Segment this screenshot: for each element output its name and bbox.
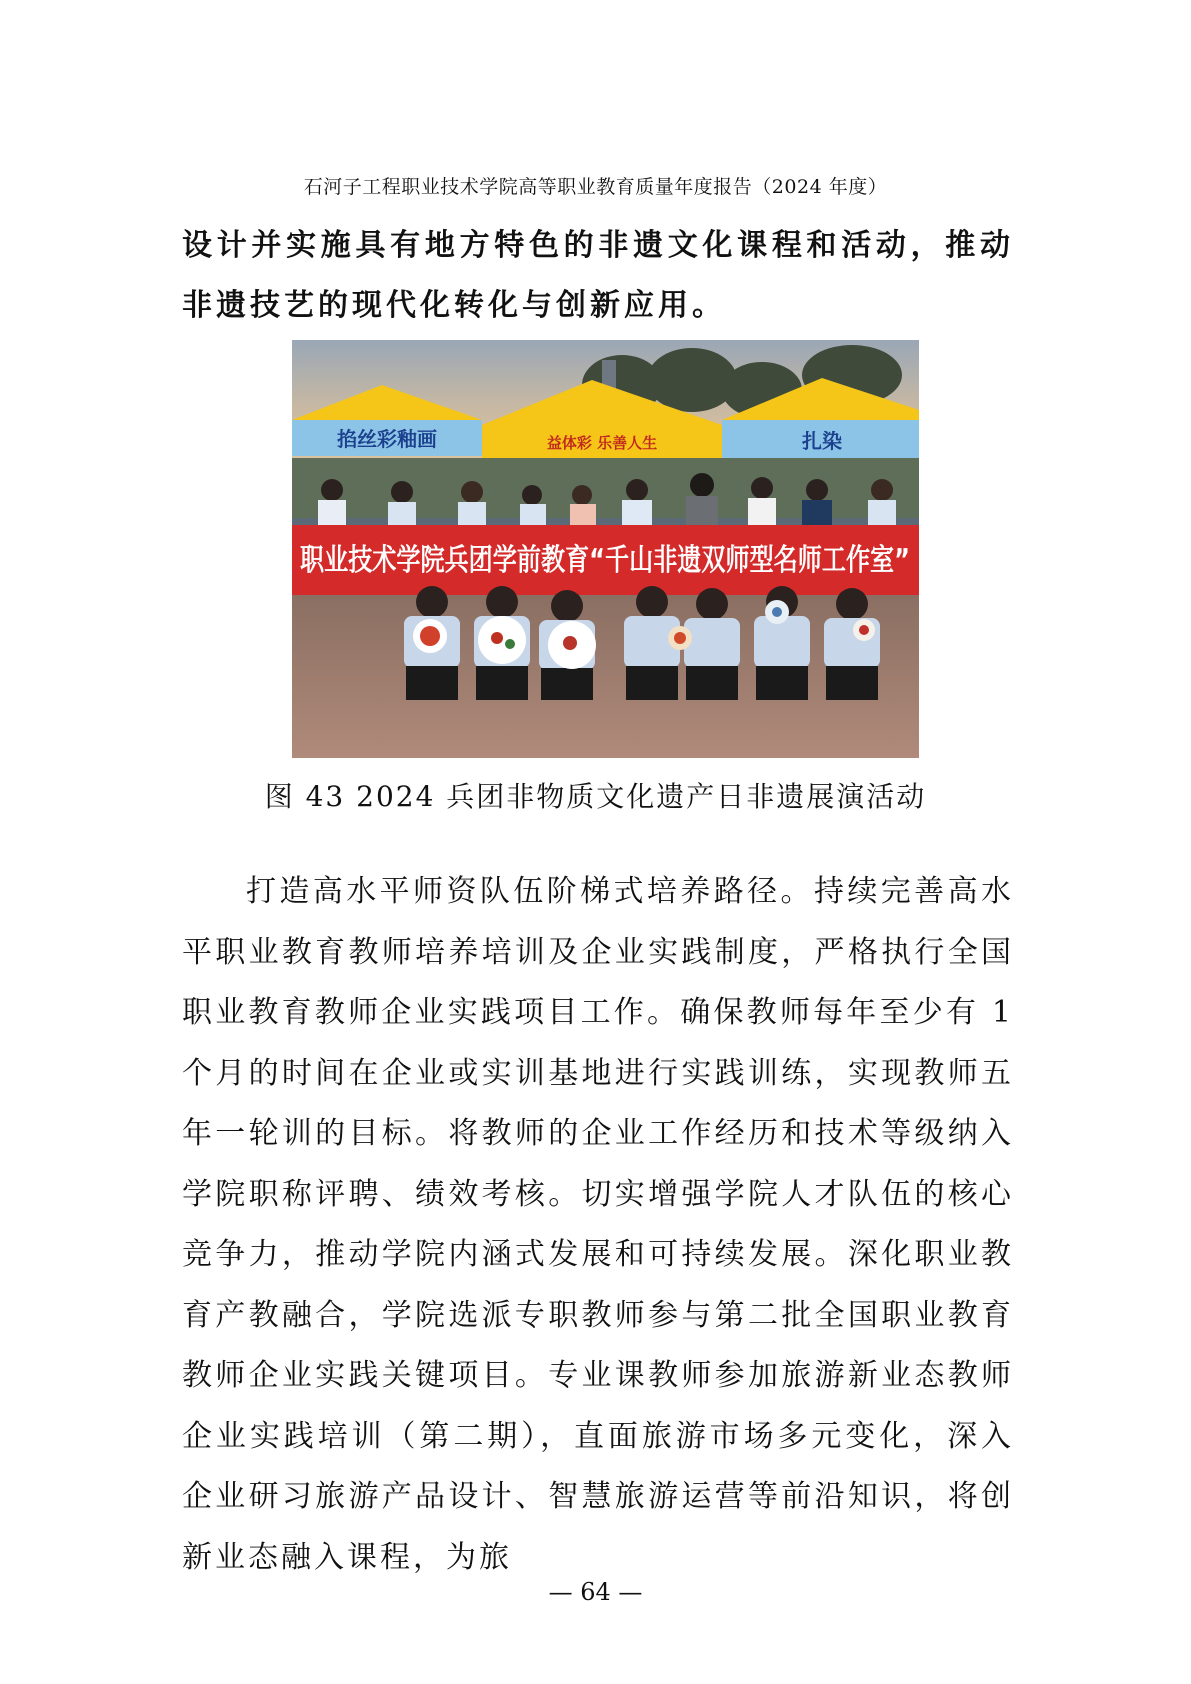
page-number: — 64 — [548,1578,643,1606]
lead-text: 设计并实施具有地方特色的非遗文化课程和活动，推动非遗技艺的现代化转化与创新应用。 [182,228,1014,323]
event-photo [292,340,919,758]
body-paragraph [182,862,1014,1588]
body-text: 打造高水平师资队伍阶梯式培养路径。持续完善高水平职业教育教师培养培训及企业实践制度，严格执行全国职业教育教师企业实践项目工作。确保教师每年至少有 1 个月的时间在企业或实训基地进行实践训练，实现教师五年一轮训的目标。将教师的企业工作经历和技术等级纳入学院职称评聘、绩效考核。切实增强学院人才队伍的核心竞争力，推动学院内涵式发展和可持续发展。深化职业教育产教融合，学院选派专职教师参与第二批全国职业教育教师企业实践关键项目。专业课教师参加旅游新业态教师企业实践培训（第二期），直面旅游市场多元变化，深入企业研习旅游产品设计、智慧旅游运营等前沿知识，将创新业态融入课程，为旅 [182,874,1014,1575]
figure-caption: 图 43 2024 兵团非物质文化遗产日非遗展演活动 [264,780,927,813]
tent-middle-sign: 益体彩 乐善人生 [546,434,658,452]
lead-paragraph [182,216,1014,336]
tent-left-sign: 掐丝彩釉画 [337,427,437,451]
tent-right-sign: 扎染 [802,429,842,453]
running-header: 石河子工程职业技术学院高等职业教育质量年度报告（2024 年度） [303,176,888,198]
banner-text: 职业技术学院兵团学前教育“千山非遗双师型名师工作室” [300,543,910,578]
plaza-ground [292,595,919,758]
